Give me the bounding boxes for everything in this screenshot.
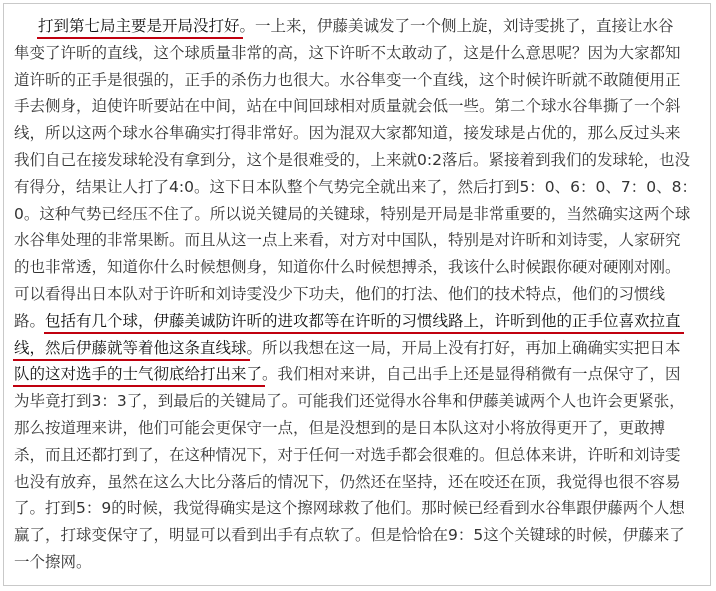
highlighted-segment: 线，然后伊藤就等着他这条直线球 xyxy=(14,338,247,357)
text-line xyxy=(14,93,704,120)
red-underline xyxy=(13,359,250,361)
text-segment: 0。这种气势已经压不住了。所以说关键局的关键球，特别是开局是非常重要的，当然确实这两个球 xyxy=(14,204,691,223)
text-segment: 手去侧身，迫使许昕要站在中间，站在中间回球相对质量就会低一些。第二个球水谷隼撕了一个斜 xyxy=(14,97,681,116)
text-segment: 线，所以这两个球水谷隼确实打得非常好。因为混双大家都知道，接发球是占优的，那么反过头来 xyxy=(14,124,681,143)
text-line xyxy=(14,174,704,201)
text-line xyxy=(14,469,704,496)
text-segment: 有得分，结果让人打了4:0。这下日本队整个气势完全就出来了，然后打到5：0、6：0、7：0、8： xyxy=(14,177,697,196)
text-line xyxy=(14,40,704,67)
text-line xyxy=(14,227,704,254)
text-line xyxy=(14,361,704,388)
text-segment: 。一上来，伊藤美诚发了一个侧上旋，刘诗雯挑了，直接让水谷 xyxy=(239,17,674,35)
highlighted-segment: 打到第七局主要是开局没打好 xyxy=(38,17,240,35)
text-line xyxy=(14,254,704,281)
text-segment: 为毕竟打到3：3了，到最后的关键局了。可能我们还觉得水谷隼和伊藤美诚两个人也许会更紧张， xyxy=(14,392,685,411)
text-line xyxy=(14,13,704,40)
text-segment: 路。 xyxy=(14,311,46,330)
text-segment: 隼变了许昕的直线，这个球质量非常的高，这下许昕不太敢动了，这是什么意思呢？因为大家都知 xyxy=(14,43,681,62)
text-line xyxy=(14,281,704,308)
text-line xyxy=(14,522,704,549)
text-line xyxy=(14,442,704,469)
text-line xyxy=(14,308,704,335)
text-segment: 可以看得出日本队对于许昕和刘诗雯没少下功夫，他们的打法、他们的技术特点，他们的习惯线 xyxy=(14,284,666,303)
text-line xyxy=(14,549,704,576)
text-line xyxy=(14,67,704,94)
article-frame xyxy=(3,3,711,586)
text-segment: 的也非常透，知道你什么时候想侧身，知道你什么时候想搏杀，我该什么时候跟你硬对硬刚对刚。 xyxy=(14,258,681,277)
text-segment: 了。打到5：9的时候，我觉得确实是这个擦网球救了他们。那时候已经看到水谷隼跟伊藤两个人想 xyxy=(14,499,685,518)
text-line xyxy=(14,388,704,415)
red-underline xyxy=(44,332,684,334)
text-line xyxy=(14,495,704,522)
text-line xyxy=(14,415,704,442)
text-segment: 赢了，打球变保守了，明显可以看到出手有点软了。但是恰恰在9：5这个关键球的时候，伊藤来了 xyxy=(14,526,685,545)
text-segment: 道许昕的正手是很强的，正手的杀伤力也很大。水谷隼变一个直线，这个时候许昕就不敢随便用正 xyxy=(14,70,681,89)
highlighted-segment: 包括有几个球，伊藤美诚防许昕的进攻都等在许昕的习惯线路上，许昕到他的正手位喜欢拉直 xyxy=(45,311,681,330)
text-line xyxy=(14,120,704,147)
text-segment: 我们自己在接发球轮没有拿到分，这个是很难受的，上来就0:2落后。紧接着到我们的发球轮，也没 xyxy=(14,150,690,169)
text-line xyxy=(14,201,704,228)
text-segment: 一个擦网。 xyxy=(14,552,92,571)
text-segment: 也没有放弃，虽然在这么大比分落后的情况下，仍然还在坚持，还在咬还在顶，我觉得也很不容易 xyxy=(14,472,681,491)
red-underline xyxy=(37,37,243,39)
text-line xyxy=(14,147,704,174)
text-segment: 水谷隼处理的非常果断。而且从这一点上来看，对方对中国队，特别是对许昕和刘诗雯，人家研究 xyxy=(14,231,681,250)
red-underline xyxy=(13,385,265,387)
text-segment: 。所以我想在这一局，开局上没有打好，再加上确确实实把日本 xyxy=(246,338,681,357)
text-line xyxy=(14,335,704,362)
article-paragraph xyxy=(14,13,704,576)
text-segment: 那么按道理来讲，他们可能会更保守一点，但是没想到的是日本队这对小将放得更开了，更敢搏 xyxy=(14,418,666,437)
text-segment: 杀，而且还都打到了，在这种情况下，对于任何一对选手都会很难的。但总体来讲，许昕和刘诗雯 xyxy=(14,445,681,464)
text-segment: 。我们相对来讲，自己出手上还是显得稍微有一点保守了，因 xyxy=(262,365,681,384)
highlighted-segment: 队的这对选手的士气彻底给打出来了 xyxy=(14,365,263,384)
